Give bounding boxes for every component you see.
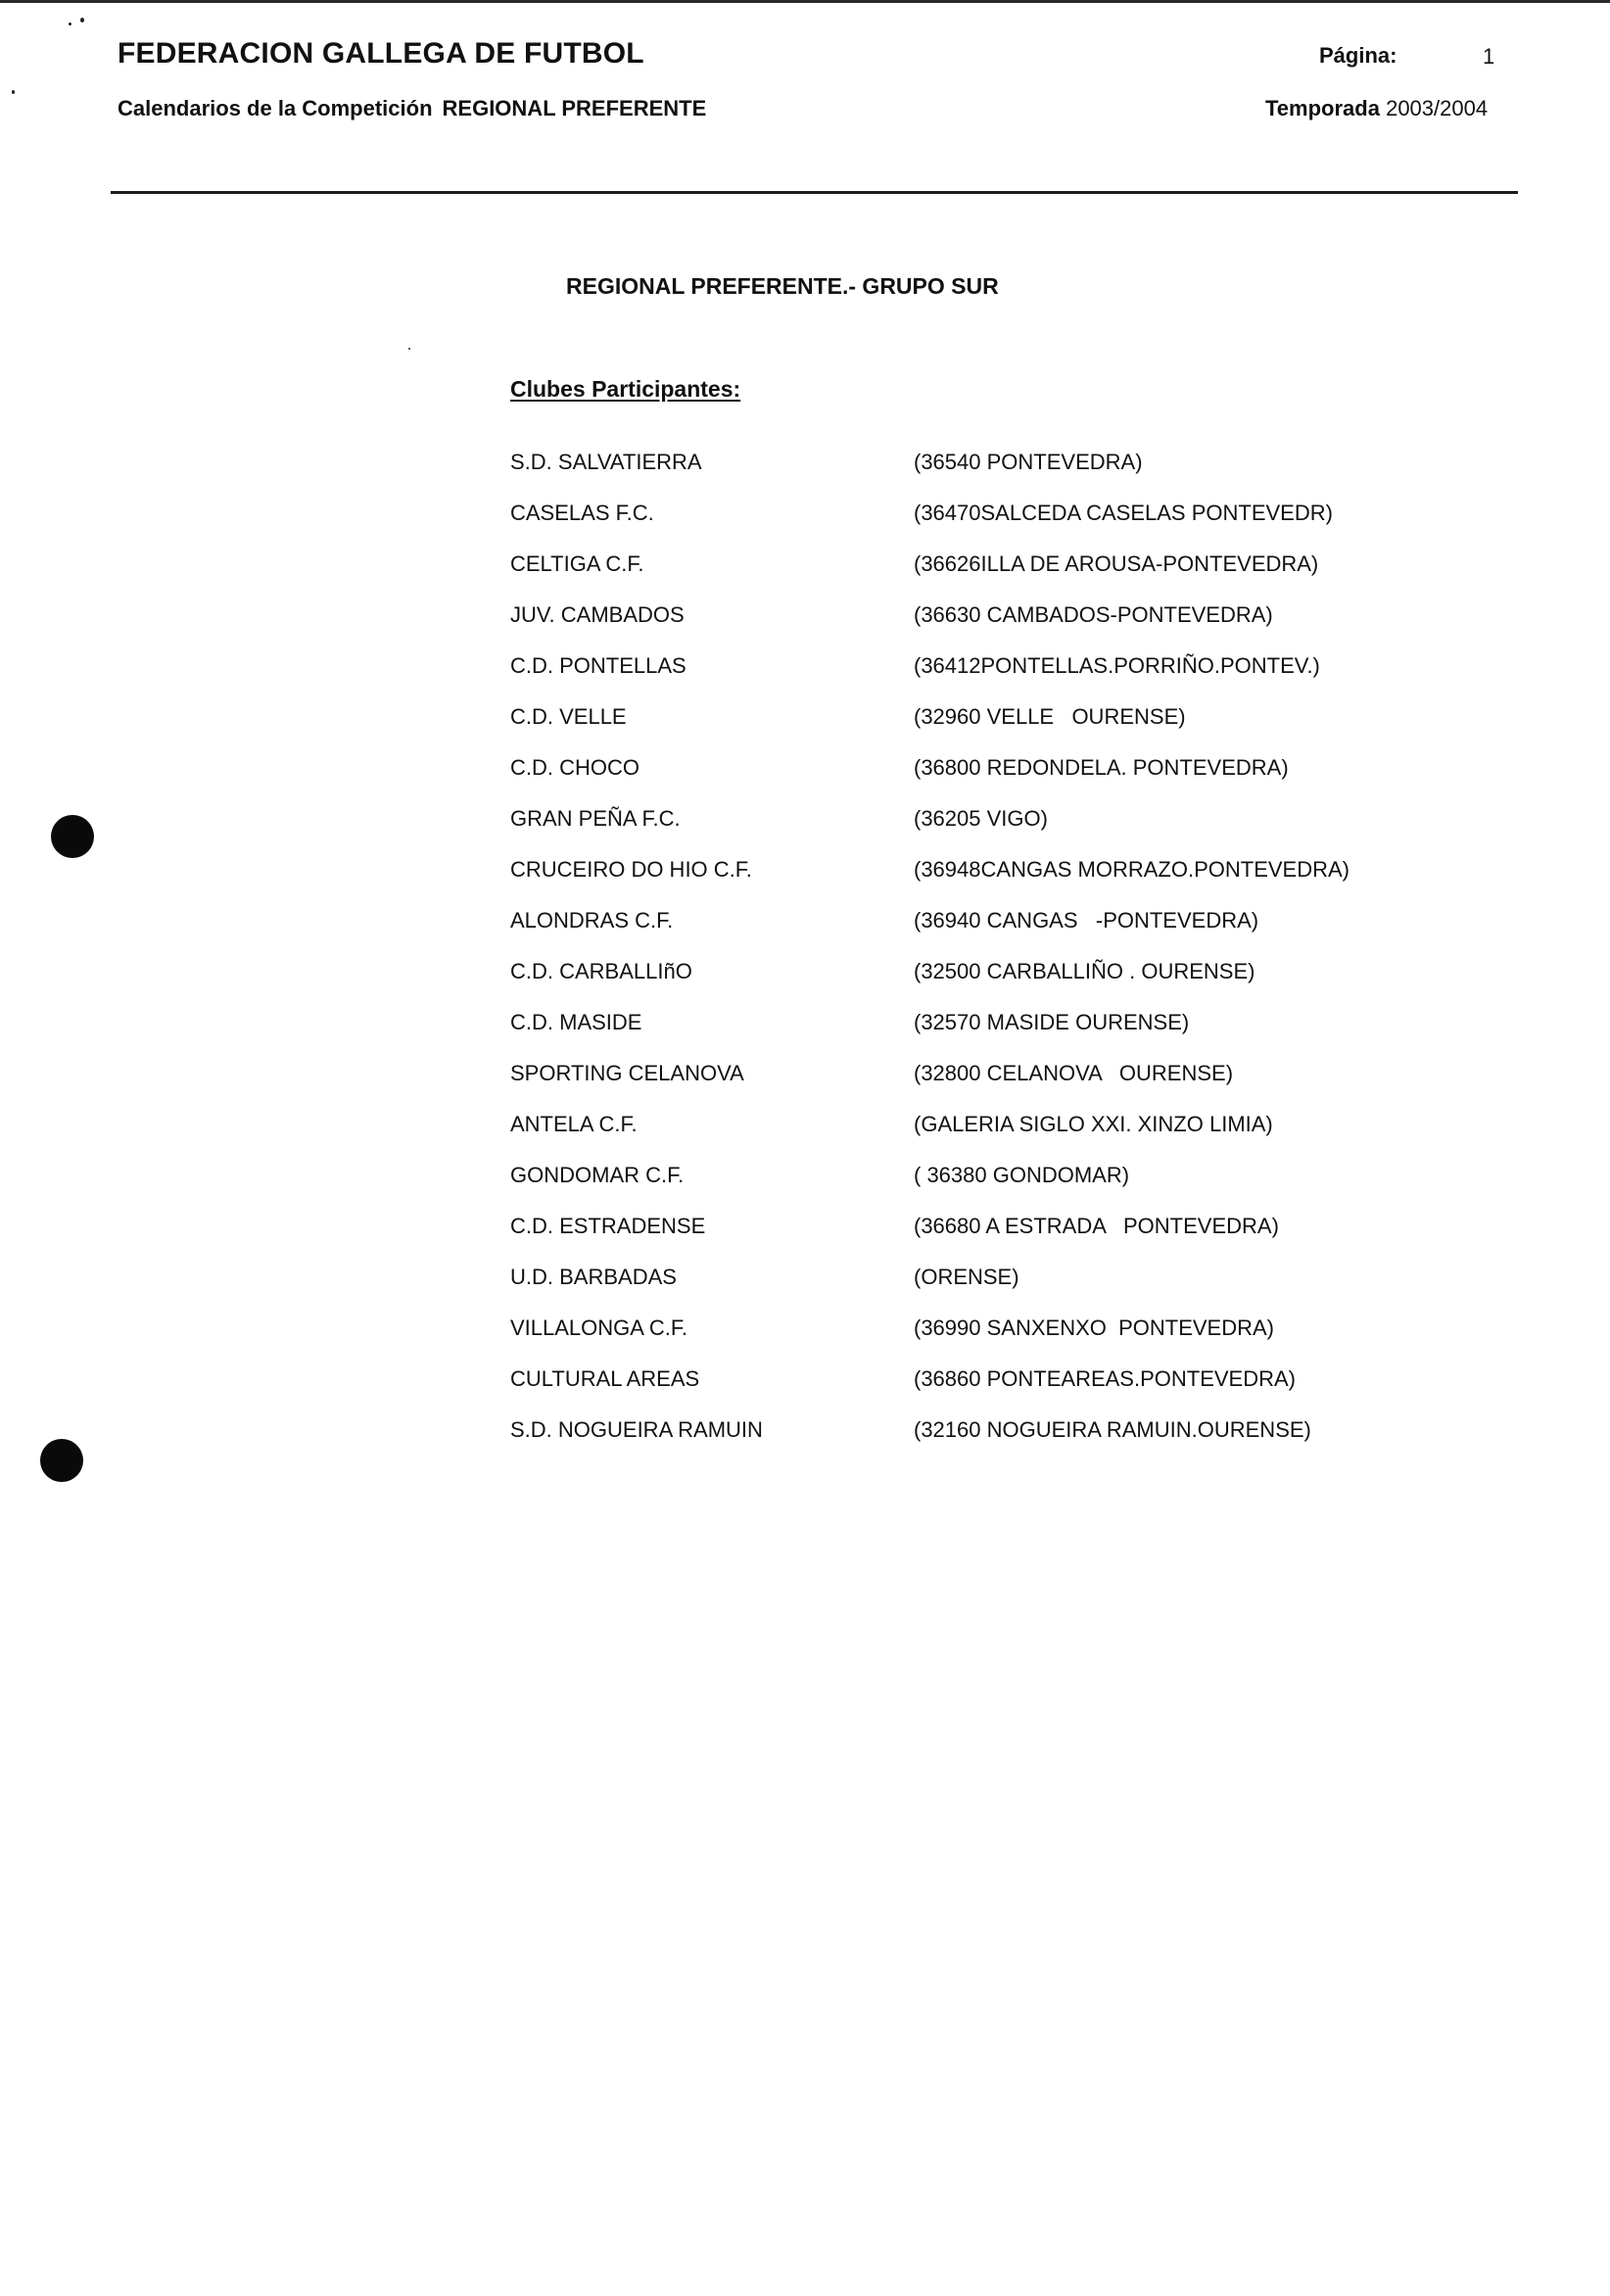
club-row	[510, 653, 1392, 704]
clubs-heading: Clubes Participantes:	[510, 376, 741, 402]
scan-speck	[80, 18, 84, 23]
club-location: (36626ILLA DE AROUSA-PONTEVEDRA)	[914, 551, 1319, 576]
calendar-label: Calendarios de la Competición	[118, 96, 433, 120]
club-name: ANTELA C.F.	[510, 1112, 638, 1136]
club-location: (ORENSE)	[914, 1265, 1019, 1289]
club-row	[510, 1265, 1392, 1315]
club-location: (36470SALCEDA CASELAS PONTEVEDR)	[914, 501, 1333, 525]
club-row	[510, 959, 1392, 1010]
club-location: (32960 VELLE OURENSE)	[914, 704, 1186, 729]
scan-speck	[12, 90, 15, 94]
clubs-list	[510, 450, 1392, 1468]
season-label: Temporada	[1265, 96, 1380, 120]
club-name: C.D. ESTRADENSE	[510, 1214, 706, 1238]
punch-hole-lower	[40, 1439, 83, 1482]
calendar-subtitle	[118, 96, 706, 121]
scan-top-edge	[0, 0, 1610, 3]
club-name: ALONDRAS C.F.	[510, 908, 674, 933]
club-row	[510, 857, 1392, 908]
club-row	[510, 755, 1392, 806]
club-row	[510, 1417, 1392, 1468]
page-number: 1	[1483, 44, 1495, 69]
club-row	[510, 1366, 1392, 1417]
club-location: (36860 PONTEAREAS.PONTEVEDRA)	[914, 1366, 1297, 1391]
club-name: GONDOMAR C.F.	[510, 1163, 685, 1187]
scan-speck	[408, 348, 410, 350]
club-location: (36540 PONTEVEDRA)	[914, 450, 1143, 474]
club-location: (36680 A ESTRADA PONTEVEDRA)	[914, 1214, 1279, 1238]
club-location: (36948CANGAS MORRAZO.PONTEVEDRA)	[914, 857, 1350, 882]
club-name: C.D. CARBALLIñO	[510, 959, 692, 983]
club-name: GRAN PEÑA F.C.	[510, 806, 681, 831]
club-row	[510, 1010, 1392, 1061]
competition-name: REGIONAL PREFERENTE	[442, 96, 707, 120]
club-name: C.D. PONTELLAS	[510, 653, 687, 678]
club-location: (36205 VIGO)	[914, 806, 1048, 831]
page-label: Página:	[1319, 43, 1397, 68]
club-row	[510, 1061, 1392, 1112]
club-row	[510, 501, 1392, 551]
header-divider	[111, 191, 1518, 194]
club-name: CELTIGA C.F.	[510, 551, 644, 576]
club-location: (36412PONTELLAS.PORRIÑO.PONTEV.)	[914, 653, 1320, 678]
club-row	[510, 704, 1392, 755]
scan-speck	[69, 23, 71, 25]
club-location: (32500 CARBALLIÑO . OURENSE)	[914, 959, 1255, 983]
club-location: (36800 REDONDELA. PONTEVEDRA)	[914, 755, 1289, 780]
club-row	[510, 551, 1392, 602]
club-location: (32800 CELANOVA OURENSE)	[914, 1061, 1234, 1085]
club-row	[510, 1112, 1392, 1163]
club-name: SPORTING CELANOVA	[510, 1061, 744, 1085]
club-name: CRUCEIRO DO HIO C.F.	[510, 857, 752, 882]
club-row	[510, 1163, 1392, 1214]
club-name: S.D. NOGUEIRA RAMUIN	[510, 1417, 763, 1442]
club-name: C.D. MASIDE	[510, 1010, 642, 1034]
club-location: ( 36380 GONDOMAR)	[914, 1163, 1130, 1187]
club-name: C.D. VELLE	[510, 704, 627, 729]
group-title: REGIONAL PREFERENTE.- GRUPO SUR	[566, 273, 999, 299]
season-value: 2003/2004	[1386, 96, 1489, 120]
club-location: (32160 NOGUEIRA RAMUIN.OURENSE)	[914, 1417, 1311, 1442]
club-row	[510, 806, 1392, 857]
club-name: VILLALONGA C.F.	[510, 1315, 687, 1340]
club-location: (36990 SANXENXO PONTEVEDRA)	[914, 1315, 1275, 1340]
club-name: JUV. CAMBADOS	[510, 602, 685, 627]
club-name: CASELAS F.C.	[510, 501, 654, 525]
club-row	[510, 1315, 1392, 1366]
club-name: C.D. CHOCO	[510, 755, 639, 780]
club-row	[510, 602, 1392, 653]
organization-title: FEDERACION GALLEGA DE FUTBOL	[118, 37, 644, 70]
club-location: (36630 CAMBADOS-PONTEVEDRA)	[914, 602, 1273, 627]
club-location: (32570 MASIDE OURENSE)	[914, 1010, 1190, 1034]
club-row	[510, 450, 1392, 501]
club-row	[510, 908, 1392, 959]
punch-hole-upper	[51, 815, 94, 858]
club-name: CULTURAL AREAS	[510, 1366, 700, 1391]
club-row	[510, 1214, 1392, 1265]
club-location: (36940 CANGAS -PONTEVEDRA)	[914, 908, 1259, 933]
club-name: S.D. SALVATIERRA	[510, 450, 702, 474]
club-name: U.D. BARBADAS	[510, 1265, 677, 1289]
club-location: (GALERIA SIGLO XXI. XINZO LIMIA)	[914, 1112, 1273, 1136]
season	[1265, 96, 1488, 121]
